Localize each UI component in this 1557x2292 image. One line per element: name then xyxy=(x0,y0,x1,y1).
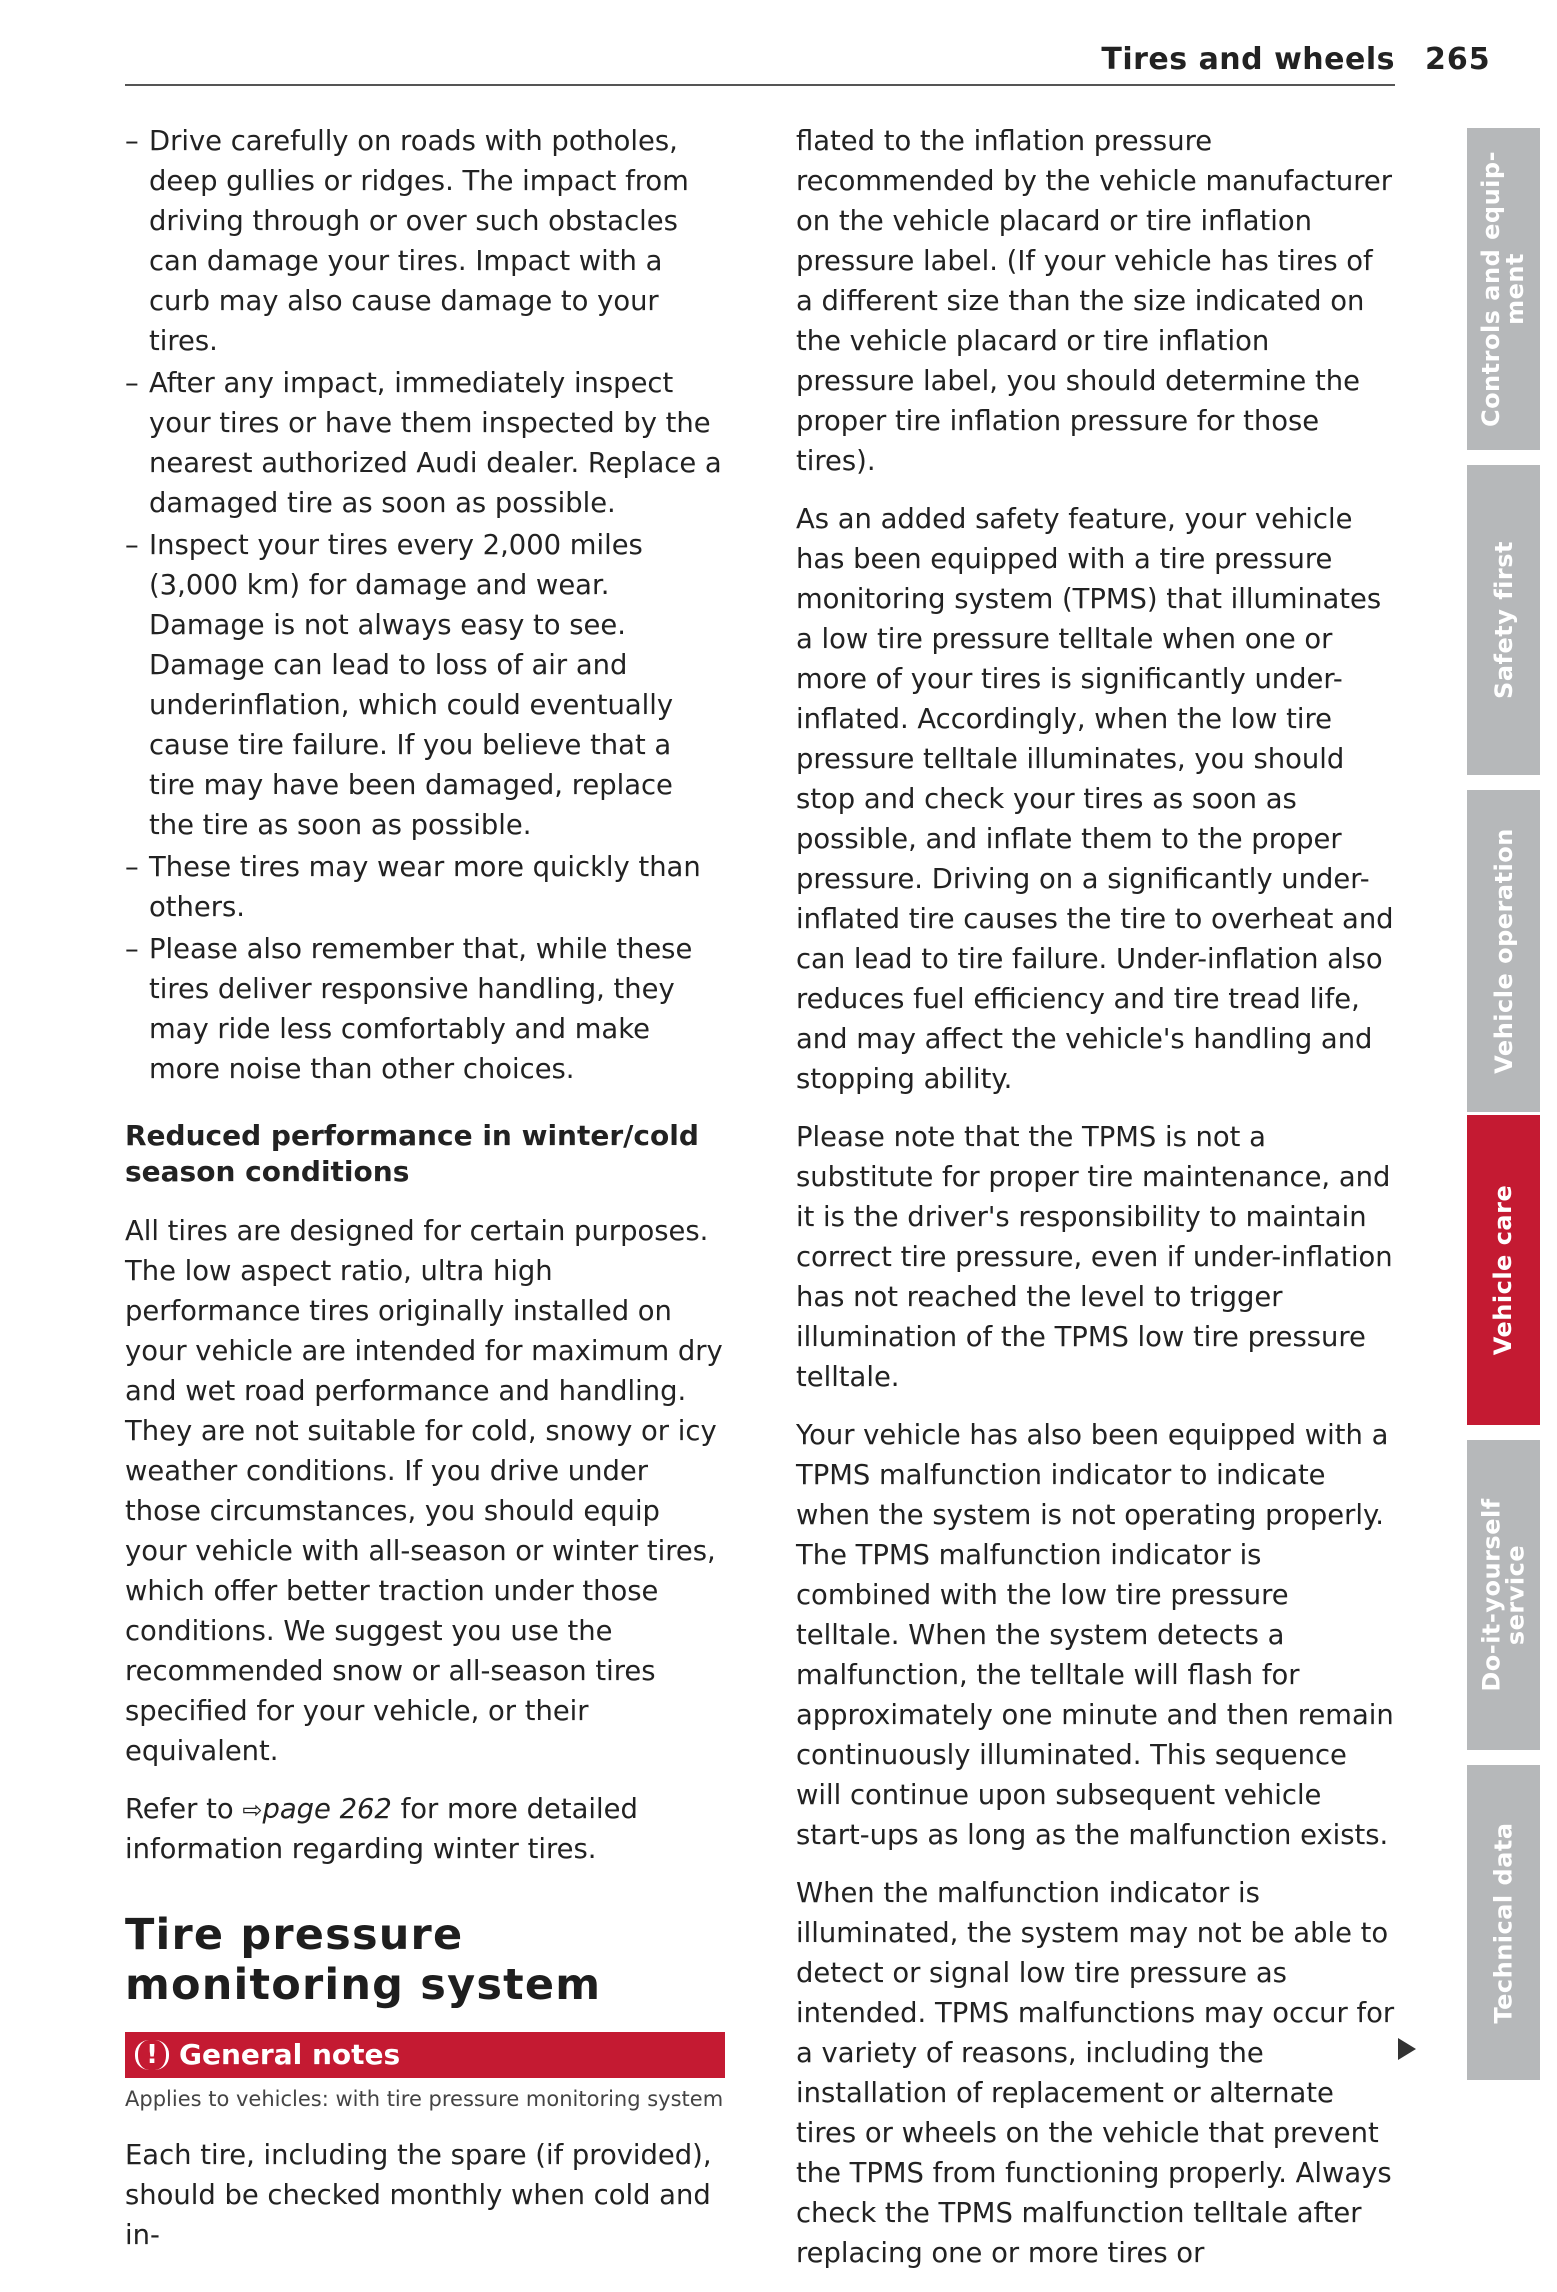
chapter-title: Tires and wheels xyxy=(1101,42,1395,77)
winter-paragraph: All tires are designed for certain purposes. The low aspect ratio, ultra high performance tires originally installed on your vehicle are intended for maximum dry and wet road performance and handling. They are not suitable for cold, snowy or icy weather conditions. If you drive under those circumstances, you should equip your vehicle with all-season or winter tires, which offer better traction under those conditions. We suggest you use the recommended snow or all-season tires specified for your vehicle, or their equivalent. xyxy=(125,1216,723,1767)
page-number: 265 xyxy=(1425,42,1491,77)
tab-vehicle-care[interactable] xyxy=(1467,1115,1540,1425)
tab-controls-and-equipment[interactable] xyxy=(1467,128,1540,450)
list-item: – Drive carefully on roads with potholes, deep gullies or ridges. The impact from driving through or over such obstacles can damage your tires. Impact with a curb may also cause damage to your tires. xyxy=(125,122,725,362)
tab-vehicle-operation[interactable] xyxy=(1467,790,1540,1112)
chapter-tabs xyxy=(1467,0,1540,2208)
refer-prefix: Refer to xyxy=(125,1794,234,1825)
tab-label: Safety first xyxy=(1489,541,1518,699)
continue-arrow-icon xyxy=(1398,2038,1416,2060)
list-item: – These tires may wear more quickly than others. xyxy=(125,848,725,928)
header-divider xyxy=(125,84,1395,86)
tab-technical-data[interactable] xyxy=(1467,1765,1540,2080)
paragraph: Please note that the TPMS is not a substitute for proper tire maintenance, and it is the driver's responsibility to maintain correct tire pressure, even if under-inflation has not reached the level to trigger illumination of the TPMS low tire pressure telltale. xyxy=(796,1122,1393,1393)
bullet-list xyxy=(125,122,725,1090)
paragraph: When the malfunction indicator is illuminated, the system may not be able to detect or signal low tire pressure as intended. TPMS malfunctions may occur for a variety of reasons, including the installation of replacement or alternate tires or wheels on the vehicle that prevent the TPMS from functioning properly. Always check the TPMS malfunction telltale after replacing one or more tires or xyxy=(796,1878,1395,2269)
paragraph: Your vehicle has also been equipped with a TPMS malfunction indicator to indicate when the system is not operating properly. The TPMS malfunction indicator is combined with the low tire pressure telltale. When the system detects a malfunction, the telltale will flash for approximately one minute and then remain continuously illuminated. This sequence will continue upon subsequent vehicle start-ups as long as the malfunction exists. xyxy=(796,1420,1394,1851)
tab-label: Vehicle care xyxy=(1489,1184,1518,1356)
left-column xyxy=(125,122,725,2274)
tab-do-it-yourself-service[interactable] xyxy=(1467,1440,1540,1750)
page-header xyxy=(125,34,1395,84)
reference-paragraph xyxy=(125,1790,725,1870)
tab-label: Controls and equip- ment xyxy=(1477,150,1530,428)
tab-label: Vehicle operation xyxy=(1489,828,1518,1074)
reference-arrow-icon: ⇨ xyxy=(242,1796,263,1824)
winter-heading: Reduced performance in winter/cold season conditions xyxy=(125,1119,699,1188)
tab-label: Do-it-yourself service xyxy=(1477,1498,1530,1692)
tab-label: Technical data xyxy=(1489,1821,1518,2024)
right-column xyxy=(796,122,1396,2292)
paragraph: flated to the inflation pressure recommended by the vehicle manufacturer on the vehicle placard or tire inflation pressure label. (If your vehicle has tires of a different size than the size indicated on the vehicle placard or tire inflation pressure label, you should determine the proper tire inflation pressure for those tires). xyxy=(796,126,1392,477)
section-title: Tire pressure monitoring system xyxy=(125,1910,602,2010)
list-item: – Please also remember that, while these tires deliver responsive handling, they may ride less comfortably and make more noise than other choices. xyxy=(125,930,725,1090)
tab-safety-first[interactable] xyxy=(1467,465,1540,775)
notes-title: General notes xyxy=(179,2038,401,2071)
general-notes-bar xyxy=(125,2032,725,2078)
page-reference-link[interactable]: page 262 xyxy=(262,1794,392,1825)
refer-suffix: for more detailed information regarding winter tires. xyxy=(125,1794,638,1865)
list-item: – Inspect your tires every 2,000 miles (3,000 km) for damage and wear. Damage is not always easy to see. Damage can lead to loss of air and underinflation, which could eventually cause tire failure. If you believe that a tire may have been damaged, replace the tire as soon as possible. xyxy=(125,526,725,846)
applies-to-note: Applies to vehicles: with tire pressure monitoring system xyxy=(125,2087,724,2111)
list-item: – After any impact, immediately inspect your tires or have them inspected by the nearest authorized Audi dealer. Replace a damaged tire as soon as possible. xyxy=(125,364,725,524)
warning-icon: ! xyxy=(135,2040,169,2070)
intro-paragraph: Each tire, including the spare (if provided), should be checked monthly when cold and in- xyxy=(125,2140,712,2251)
paragraph: As an added safety feature, your vehicle has been equipped with a tire pressure monitoring system (TPMS) that illuminates a low tire pressure telltale when one or more of your tires is significantly under-inflated. Accordingly, when the low tire pressure telltale illuminates, you should stop and check your tires as soon as possible, and inflate them to the proper pressure. Driving on a significantly under-inflated tire causes the tire to overheat and can lead to tire failure. Under-inflation also reduces fuel efficiency and tire tread life, and may affect the vehicle's handling and stopping ability. xyxy=(796,504,1394,1095)
